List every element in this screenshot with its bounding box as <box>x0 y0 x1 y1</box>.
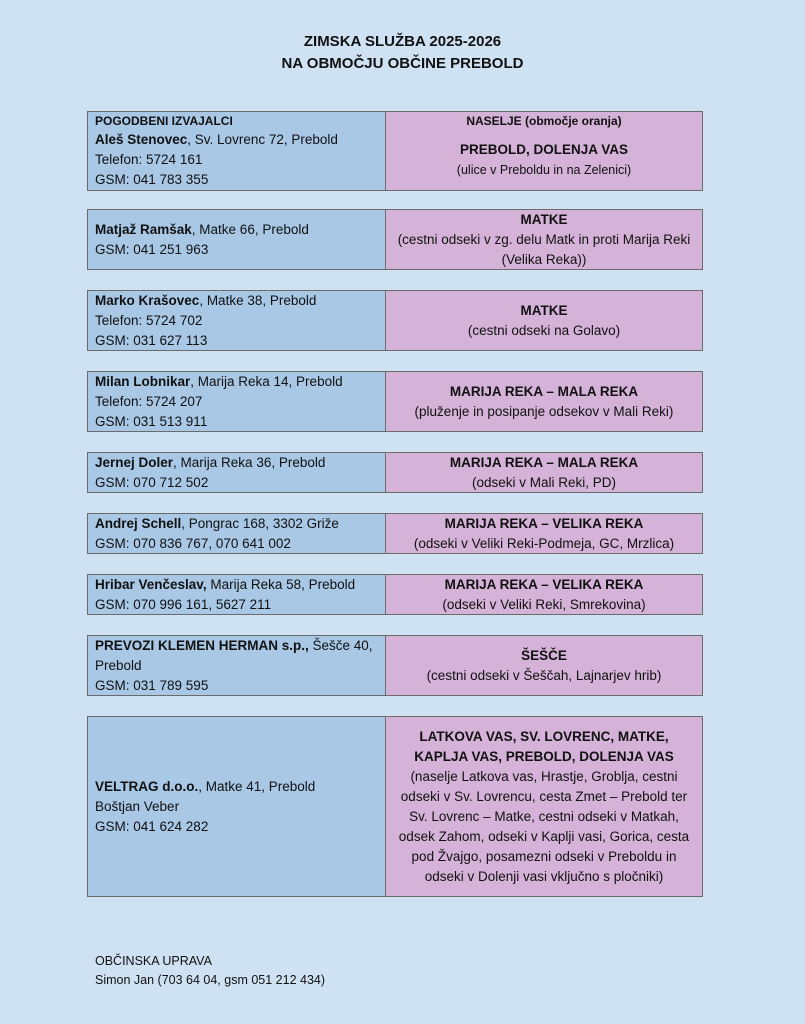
area-name: MARIJA REKA – VELIKA REKA <box>444 576 644 592</box>
contractor-line <box>95 291 378 311</box>
contractor-line <box>95 372 378 392</box>
contractor-row <box>87 371 703 432</box>
contractor-address: , Marija Reka 14, Prebold <box>190 373 343 389</box>
contractor-contact: GSM: 041 783 355 <box>95 171 209 187</box>
contractor-contact: GSM: 031 789 595 <box>95 677 209 693</box>
contractor-row <box>87 513 703 554</box>
contractor-row <box>87 716 703 897</box>
area-name: MARIJA REKA – MALA REKA <box>449 454 639 470</box>
area-cell <box>386 129 702 190</box>
contractor-row <box>87 452 703 493</box>
contractor-contact: GSM: 031 627 113 <box>95 332 208 348</box>
contractor-cell <box>88 453 386 492</box>
contractor-address: Šešče 40, Prebold <box>95 637 373 673</box>
contractor-contact: Boštjan Veber <box>95 798 180 814</box>
contractor-row <box>87 290 703 351</box>
document-title <box>0 31 805 75</box>
contractor-cell <box>88 210 386 269</box>
area-cell <box>386 453 702 492</box>
area-description: (ulice v Preboldu in na Zelenici) <box>456 162 632 177</box>
contractor-line <box>95 636 378 676</box>
area-name: MARIJA REKA – VELIKA REKA <box>444 515 644 531</box>
area-cell <box>386 210 702 269</box>
contractor-cell <box>88 129 386 190</box>
contractor-name: Matjaž Ramšak <box>95 221 192 237</box>
area-description: (odseki v Veliki Reki-Podmeja, GC, Mrzlica) <box>413 535 675 551</box>
title-line-1: ZIMSKA SLUŽBA 2025-2026 <box>303 33 502 50</box>
contractor-name: Milan Lobnikar <box>95 373 191 389</box>
contractor-row <box>87 129 703 191</box>
contractor-name: Hribar Venčeslav, <box>95 576 207 592</box>
footer-contact: Simon Jan (703 64 04, gsm 051 212 434) <box>95 973 326 987</box>
area-description: (pluženje in posipanje odsekov v Mali Reki) <box>414 403 674 419</box>
contractor-address: , Matke 41, Prebold <box>198 778 316 794</box>
contractor-line <box>95 777 378 797</box>
area-cell <box>386 291 702 350</box>
area-description: (cestni odseki v zg. delu Matk in proti Marija Reki (Velika Reka)) <box>397 231 691 267</box>
contractor-cell <box>88 717 386 896</box>
contractor-address: , Matke 66, Prebold <box>191 221 309 237</box>
contractor-contact: GSM: 031 513 911 <box>95 413 208 429</box>
contractor-address: Marija Reka 58, Prebold <box>206 576 356 592</box>
contractor-line <box>95 453 378 473</box>
area-description: (naselje Latkova vas, Hrastje, Groblja, cestni odseki v Sv. Lovrencu, cesta Zmet – Prebold ter Sv. Lovrenc – Matke, cestni odseki v Matkah, odsek Zahom, odseki v Kaplji vasi, Gorica, cesta pod Žvajgo, posamezni odseki v Preboldu in odseki v Dolenji vasi vključno s pločniki) <box>398 768 690 884</box>
contractor-address: , Pongrac 168, 3302 Griže <box>181 515 339 531</box>
area-name: LATKOVA VAS, SV. LOVRENC, MATKE, KAPLJA VAS, PREBOLD, DOLENJA VAS <box>414 728 674 764</box>
area-cell <box>386 372 702 431</box>
contractor-row <box>87 635 703 696</box>
contractor-contact: GSM: 070 996 161, 5627 211 <box>95 596 272 612</box>
table-header <box>87 111 703 130</box>
header-area: NASELJE (območje oranja) <box>386 112 702 129</box>
contractor-address: , Marija Reka 36, Prebold <box>173 454 326 470</box>
contractor-name: PREVOZI KLEMEN HERMAN s.p., <box>95 637 309 653</box>
area-cell <box>386 636 702 695</box>
contractor-contact: Telefon: 5724 161 <box>95 151 203 167</box>
contractor-address: , Matke 38, Prebold <box>199 292 317 308</box>
area-name: ŠEŠČE <box>521 647 567 663</box>
footer-office: OBČINSKA UPRAVA <box>95 954 212 968</box>
contractor-contact: GSM: 070 712 502 <box>95 474 209 490</box>
footer <box>95 952 325 990</box>
contractor-row <box>87 574 703 615</box>
contractor-contact: GSM: 041 251 963 <box>95 241 209 257</box>
contractor-cell <box>88 291 386 350</box>
contractor-contact: Telefon: 5724 702 <box>95 312 203 328</box>
area-name: MATKE <box>520 302 568 318</box>
contractor-address: , Sv. Lovrenc 72, Prebold <box>187 131 338 147</box>
area-description: (odseki v Mali Reki, PD) <box>471 474 617 490</box>
area-description: (cestni odseki v Šeščah, Lajnarjev hrib) <box>426 667 662 683</box>
area-name: MATKE <box>520 211 568 227</box>
area-name: PREBOLD, DOLENJA VAS <box>459 141 629 157</box>
contractor-name: Aleš Stenovec <box>95 131 188 147</box>
contractor-cell <box>88 372 386 431</box>
contractor-name: Jernej Doler <box>95 454 174 470</box>
contractor-contact: Telefon: 5724 207 <box>95 393 203 409</box>
contractor-name: VELTRAG d.o.o. <box>95 778 199 794</box>
contractor-contact: GSM: 070 836 767, 070 641 002 <box>95 535 291 551</box>
contractor-cell <box>88 514 386 553</box>
contractor-row <box>87 209 703 270</box>
contractor-line <box>95 514 378 534</box>
area-description: (odseki v Veliki Reki, Smrekovina) <box>442 596 646 612</box>
contractor-name: Marko Krašovec <box>95 292 200 308</box>
title-line-2: NA OBMOČJU OBČINE PREBOLD <box>281 55 524 72</box>
contractor-name: Andrej Schell <box>95 515 182 531</box>
contractor-line <box>95 130 378 150</box>
area-cell <box>386 514 702 553</box>
area-cell <box>386 575 702 614</box>
contractor-contact: GSM: 041 624 282 <box>95 818 209 834</box>
contractor-cell <box>88 636 386 695</box>
area-description: (cestni odseki na Golavo) <box>467 322 621 338</box>
header-contractors: POGODBENI IZVAJALCI <box>88 112 386 129</box>
area-cell <box>386 717 702 896</box>
contractor-cell <box>88 575 386 614</box>
contractor-line <box>95 220 378 240</box>
area-name: MARIJA REKA – MALA REKA <box>449 383 639 399</box>
contractor-line <box>95 575 378 595</box>
